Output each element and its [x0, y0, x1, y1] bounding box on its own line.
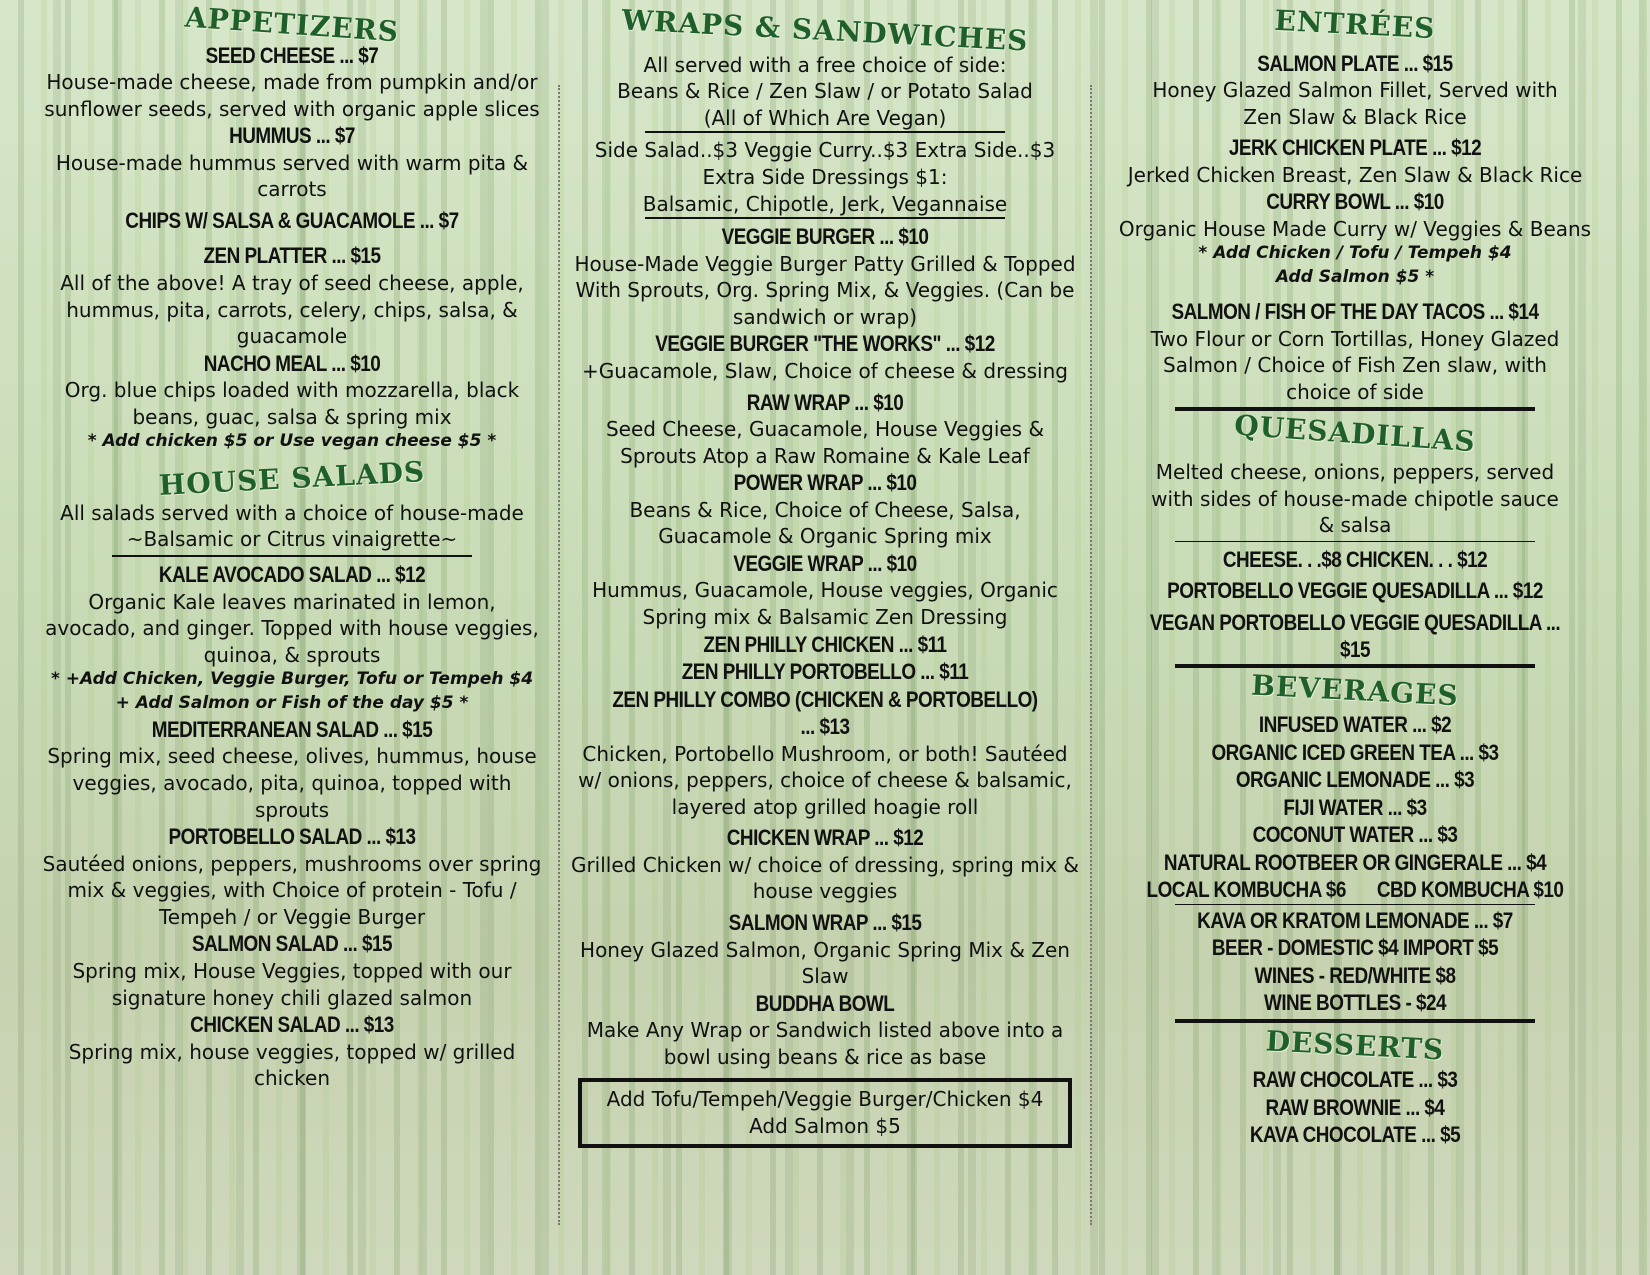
- add-salmon-line: Add Salmon $5: [749, 1114, 901, 1139]
- item-title: SALMON SALAD ... $15: [192, 931, 392, 957]
- kombucha-cbd: CBD KOMBUCHA $10: [1376, 877, 1564, 903]
- menu-item: [570, 389, 1080, 470]
- column-divider-left: [558, 85, 560, 1225]
- item-title: POWER WRAP ... $10: [733, 470, 917, 496]
- salads-intro: All salads served with a choice of house-made: [60, 500, 524, 525]
- item-title: SALMON PLATE ... $15: [1257, 50, 1453, 76]
- item-title: CHICKEN WRAP ... $12: [726, 825, 924, 851]
- add-protein-line: Add Tofu/Tempeh/Veggie Burger/Chicken $4: [606, 1087, 1044, 1112]
- item-desc: All of the above! A tray of seed cheese, apple, hummus, pita, carrots, celery, chips, salsa, & guacamole: [60, 270, 524, 349]
- wraps-intro: All served with a free choice of side:: [643, 52, 1007, 77]
- menu-item: [42, 207, 542, 235]
- item-title: BUDDHA BOWL: [755, 990, 895, 1016]
- item-desc: Two Flour or Corn Tortillas, Honey Glazed Salmon / Choice of Fish Zen slaw, with choice of side: [1150, 326, 1560, 404]
- item-desc: Sautéed onions, peppers, mushrooms over spring mix & veggies, with Choice of protein - Tofu / Tempeh / or Veggie Burger: [42, 851, 542, 929]
- menu-item: [42, 930, 542, 1011]
- divider-line: [1175, 904, 1535, 905]
- column-divider-right: [1090, 85, 1092, 1225]
- wraps-sides: Beans & Rice / Zen Slaw / or Potato Salad: [617, 79, 1033, 104]
- menu-item: [570, 631, 1080, 659]
- beverages-list: [1100, 711, 1610, 1017]
- beverage-item: ORGANIC LEMONADE ... $3: [1235, 767, 1475, 793]
- item-title: JERK CHICKEN PLATE ... $12: [1228, 135, 1482, 161]
- item-title: SEED CHEESE ... $7: [205, 42, 379, 68]
- wraps-heading: WRAPS & SANDWICHES: [620, 3, 1030, 58]
- menu-item: [570, 550, 1080, 631]
- item-title: ZEN PHILLY CHICKEN ... $11: [703, 631, 947, 657]
- menu-item: [570, 658, 1080, 686]
- item-desc: Honey Glazed Salmon Fillet, Served with Zen Slaw & Black Rice: [1152, 78, 1558, 129]
- column-left: [42, 0, 542, 1092]
- item-title: NACHO MEAL ... $10: [203, 350, 381, 376]
- quesadilla-cheese-chicken: CHEESE. . .$8 CHICKEN. . . $12: [1222, 546, 1488, 572]
- dessert-item: KAVA CHOCOLATE ... $5: [1249, 1122, 1461, 1148]
- item-desc: House-made hummus served with warm pita & carrots: [55, 150, 529, 202]
- quesadilla-vegan-portobello: VEGAN PORTOBELLO VEGGIE QUESADILLA ... $15: [1149, 609, 1561, 663]
- item-desc: Spring mix, House Veggies, topped with our signature honey chili glazed salmon: [72, 958, 512, 1010]
- add-protein-box: [578, 1078, 1072, 1147]
- menu-item: [42, 242, 542, 349]
- appetizers-heading: APPETIZERS: [183, 0, 401, 49]
- menu-item: [42, 42, 542, 123]
- beverage-item: INFUSED WATER ... $2: [1258, 712, 1452, 738]
- item-title: CURRY BOWL ... $10: [1266, 189, 1444, 215]
- quesadillas-heading: QUESADILLAS: [1233, 408, 1477, 459]
- item-title: ZEN PHILLY COMBO (CHICKEN & PORTOBELLO) ... $13: [612, 686, 1038, 740]
- item-title: KALE AVOCADO SALAD ... $12: [158, 562, 426, 588]
- divider-line: [1175, 541, 1535, 542]
- item-desc: Chicken, Portobello Mushroom, or both! Sautéed w/ onions, peppers, choice of cheese & balsamic, layered atop grilled hoagie roll: [578, 741, 1072, 819]
- wraps-dressings-label: Extra Side Dressings $1:: [702, 164, 948, 189]
- divider-line: [645, 131, 1005, 133]
- column-middle: [570, 0, 1080, 1148]
- item-desc: Spring mix, seed cheese, olives, hummus, house veggies, avocado, pita, quinoa, topped with sprouts: [47, 744, 537, 822]
- beverages-heading: BEVERAGES: [1250, 668, 1460, 713]
- item-title: PORTOBELLO SALAD ... $13: [168, 824, 416, 850]
- menu-item: [1100, 188, 1610, 290]
- item-title: ZEN PHILLY PORTOBELLO ... $11: [681, 659, 969, 685]
- item-desc: Beans & Rice, Choice of Cheese, Salsa, Guacamole & Organic Spring mix: [629, 497, 1021, 549]
- menu-item: [570, 223, 1080, 330]
- item-desc: Org. blue chips loaded with mozzarella, black beans, guac, salsa & spring mix: [64, 378, 520, 429]
- item-title: ZEN PLATTER ... $15: [203, 243, 381, 269]
- item-desc: Make Any Wrap or Sandwich listed above into a bowl using beans & rice as base: [586, 1018, 1064, 1069]
- item-desc: Organic House Made Curry w/ Veggies & Beans: [1118, 216, 1592, 241]
- menu-item: [42, 122, 542, 203]
- item-desc: Jerked Chicken Breast, Zen Slaw & Black Rice: [1127, 162, 1583, 187]
- item-desc: House-Made Veggie Burger Patty Grilled & Topped With Sprouts, Org. Spring Mix, & Veggies. (Can be sandwich or wrap): [574, 251, 1076, 329]
- dessert-item: RAW BROWNIE ... $4: [1265, 1094, 1445, 1120]
- beverage-item: NATURAL ROOTBEER OR GINGERALE ... $4: [1163, 849, 1547, 875]
- entrees-heading: ENTRÉES: [1273, 3, 1437, 46]
- item-title: VEGGIE BURGER "THE WORKS" ... $12: [655, 331, 995, 357]
- item-desc: Organic Kale leaves marinated in lemon, avocado, and ginger. Topped with house veggies, quinoa, & sprouts: [45, 589, 539, 667]
- quesadillas-desc: Melted cheese, onions, peppers, served with sides of house-made chipotle sauce & salsa: [1151, 459, 1559, 538]
- menu-item: [1100, 298, 1610, 405]
- item-title: VEGGIE WRAP ... $10: [733, 550, 917, 576]
- menu-item: [570, 330, 1080, 384]
- kombucha-local: LOCAL KOMBUCHA $6: [1146, 877, 1346, 903]
- house-salads-heading: HOUSE SALADS: [158, 455, 426, 503]
- menu-item: [42, 1011, 542, 1092]
- divider-line: [645, 217, 1005, 219]
- beverage-item: WINE BOTTLES - $24: [1263, 990, 1447, 1016]
- item-title: SALMON / FISH OF THE DAY TACOS ... $14: [1171, 299, 1539, 325]
- beverage-item: ORGANIC ICED GREEN TEA ... $3: [1211, 739, 1499, 765]
- column-right: [1100, 0, 1610, 1149]
- item-note: + Add Salmon or Fish of the day $5 *: [115, 693, 469, 714]
- item-title: SALMON WRAP ... $15: [728, 910, 922, 936]
- item-title: MEDITERRANEAN SALAD ... $15: [151, 716, 433, 742]
- beverage-item: COCONUT WATER ... $3: [1252, 822, 1458, 848]
- item-desc: Spring mix, house veggies, topped w/ grilled chicken: [68, 1039, 516, 1091]
- menu-item: [570, 686, 1080, 821]
- menu-item: [42, 716, 542, 823]
- item-note: Add Salmon $5 *: [1275, 267, 1435, 288]
- item-title: HUMMUS ... $7: [229, 123, 355, 149]
- item-desc: Seed Cheese, Guacamole, House Veggies & Sprouts Atop a Raw Romaine & Kale Leaf: [605, 417, 1045, 468]
- beverage-item: FIJI WATER ... $3: [1283, 794, 1427, 820]
- item-title: CHICKEN SALAD ... $13: [190, 1012, 394, 1038]
- item-desc: Grilled Chicken w/ choice of dressing, spring mix & house veggies: [570, 852, 1080, 904]
- wraps-dressings-list: Balsamic, Chipotle, Jerk, Vegannaise: [642, 191, 1008, 216]
- item-note: * Add Chicken / Tofu / Tempeh $4: [1198, 243, 1512, 264]
- menu-item: [42, 823, 542, 930]
- item-desc: +Guacamole, Slaw, Choice of cheese & dressing: [582, 358, 1068, 383]
- dessert-item: RAW CHOCOLATE ... $3: [1252, 1067, 1458, 1093]
- item-title: VEGGIE BURGER ... $10: [721, 224, 929, 250]
- menu-item: [570, 469, 1080, 550]
- beverage-item: WINES - RED/WHITE $8: [1254, 962, 1456, 988]
- menu-item: [570, 990, 1080, 1071]
- item-desc: Hummus, Guacamole, House veggies, Organic Spring mix & Balsamic Zen Dressing: [592, 578, 1058, 629]
- menu-item: [1100, 50, 1610, 131]
- divider-line: [112, 555, 472, 557]
- menu-item: [570, 824, 1080, 905]
- quesadilla-portobello: PORTOBELLO VEGGIE QUESADILLA ... $12: [1167, 578, 1543, 604]
- wraps-vegan-note: (All of Which Are Vegan): [703, 105, 947, 130]
- item-desc: Honey Glazed Salmon, Organic Spring Mix & Zen Slaw: [580, 937, 1070, 989]
- salads-dressing: ~Balsamic or Citrus vinaigrette~: [126, 527, 458, 552]
- menu-item: [42, 350, 542, 454]
- menu-item: [570, 909, 1080, 990]
- menu-item: [42, 561, 542, 716]
- item-note: * Add chicken $5 or Use vegan cheese $5 *: [87, 431, 497, 452]
- item-desc: House-made cheese, made from pumpkin and/or sunflower seeds, served with organic apple slices: [44, 70, 540, 121]
- item-title: CHIPS W/ SALSA & GUACAMOLE ... $7: [125, 207, 459, 233]
- wraps-extra-sides: Side Salad..$3 Veggie Curry..$3 Extra Side..$3: [594, 138, 1056, 163]
- item-note: * +Add Chicken, Veggie Burger, Tofu or Tempeh $4: [50, 669, 534, 690]
- beverage-item: KAVA OR KRATOM LEMONADE ... $7: [1197, 907, 1513, 933]
- menu-item: [1100, 134, 1610, 188]
- beverage-item: BEER - DOMESTIC $4 IMPORT $5: [1211, 935, 1499, 961]
- kombucha-row: [1136, 876, 1575, 904]
- desserts-heading: DESSERTS: [1264, 1024, 1446, 1067]
- item-title: RAW WRAP ... $10: [746, 389, 904, 415]
